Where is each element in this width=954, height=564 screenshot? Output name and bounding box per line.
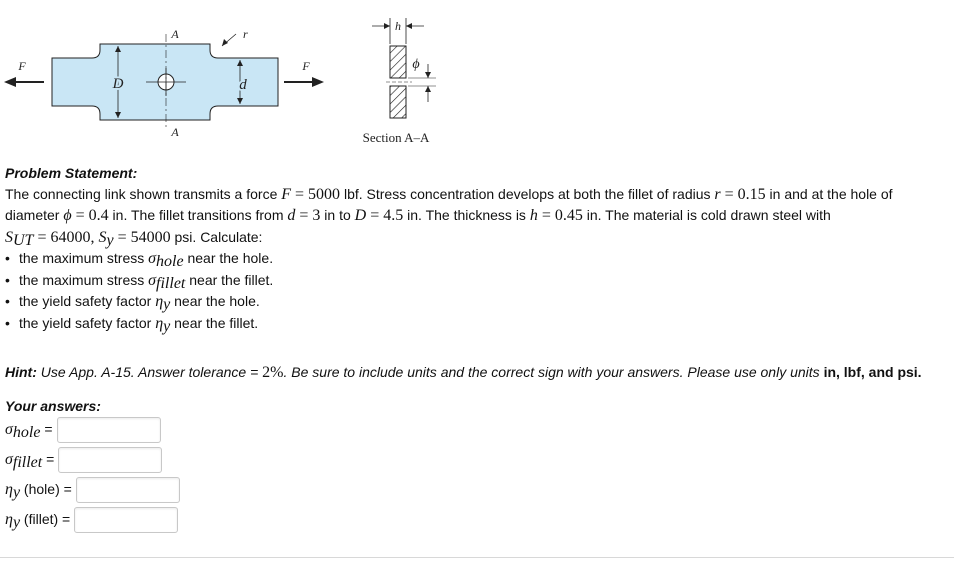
task-list — [5, 248, 945, 334]
problem-paragraph: The connecting link shown transmits a force F = 5000 lbf. Stress concentration develops at both the fillet of radius r = 0.15 in and at the hole of diameter ϕ = 0.4 in. The fillet transitions from d = 3 in to D = 4.5 in. The thickness is h = 0.45 in. The material is cold drawn steel with $S_{UT} = 64000$, $S_y = 54000$ psi. Calculate: — [5, 185, 893, 249]
label-h: h — [395, 19, 401, 33]
label-D: D — [112, 76, 124, 92]
eta-hole-input[interactable] — [76, 477, 180, 503]
label-F-left: F — [18, 59, 26, 73]
task-item: • the yield safety factor $\eta_y$ near the hole. — [5, 291, 945, 313]
divider — [0, 557, 954, 558]
problem-statement — [5, 163, 945, 334]
answer-row-sigma-hole — [5, 416, 161, 444]
answer-row-eta-hole — [5, 476, 180, 504]
answer-label: $\sigma_{hole}$ = — [5, 421, 53, 441]
label-r: r — [243, 27, 248, 41]
label-d: d — [239, 77, 247, 93]
task-item: • the maximum stress $\sigma_{hole}$ near the hole. — [5, 248, 945, 270]
label-section: Section A–A — [362, 130, 430, 145]
task-item: • the maximum stress $\sigma_{fillet}$ near the fillet. — [5, 270, 945, 292]
label-A-bottom: A — [171, 125, 179, 139]
sigma-hole-input[interactable] — [57, 417, 161, 443]
answer-row-sigma-fillet — [5, 446, 162, 474]
link-diagram-svg — [0, 10, 440, 150]
sigma-fillet-input[interactable] — [58, 447, 162, 473]
link-diagram — [0, 10, 440, 150]
label-F-right: F — [302, 59, 310, 73]
problem-title: Problem Statement: — [5, 165, 138, 181]
answer-label: $\eta_y$ (fillet) = — [5, 511, 71, 531]
eta-fillet-input[interactable] — [74, 507, 178, 533]
answer-label: $\sigma_{fillet}$ = — [5, 451, 55, 471]
hint-text: Hint: Use App. A-15. Answer tolerance = 2%. Be sure to include units and the correct sign with your answers. Please use only units in, lbf, and psi. — [5, 364, 922, 381]
task-item: • the yield safety factor $\eta_y$ near the fillet. — [5, 313, 945, 335]
label-phi: ϕ — [412, 57, 420, 72]
label-A-top: A — [171, 27, 179, 41]
answers-title: Your answers: — [5, 398, 101, 414]
answer-row-eta-fillet — [5, 506, 178, 534]
answer-label: $\eta_y$ (hole) = — [5, 481, 72, 501]
